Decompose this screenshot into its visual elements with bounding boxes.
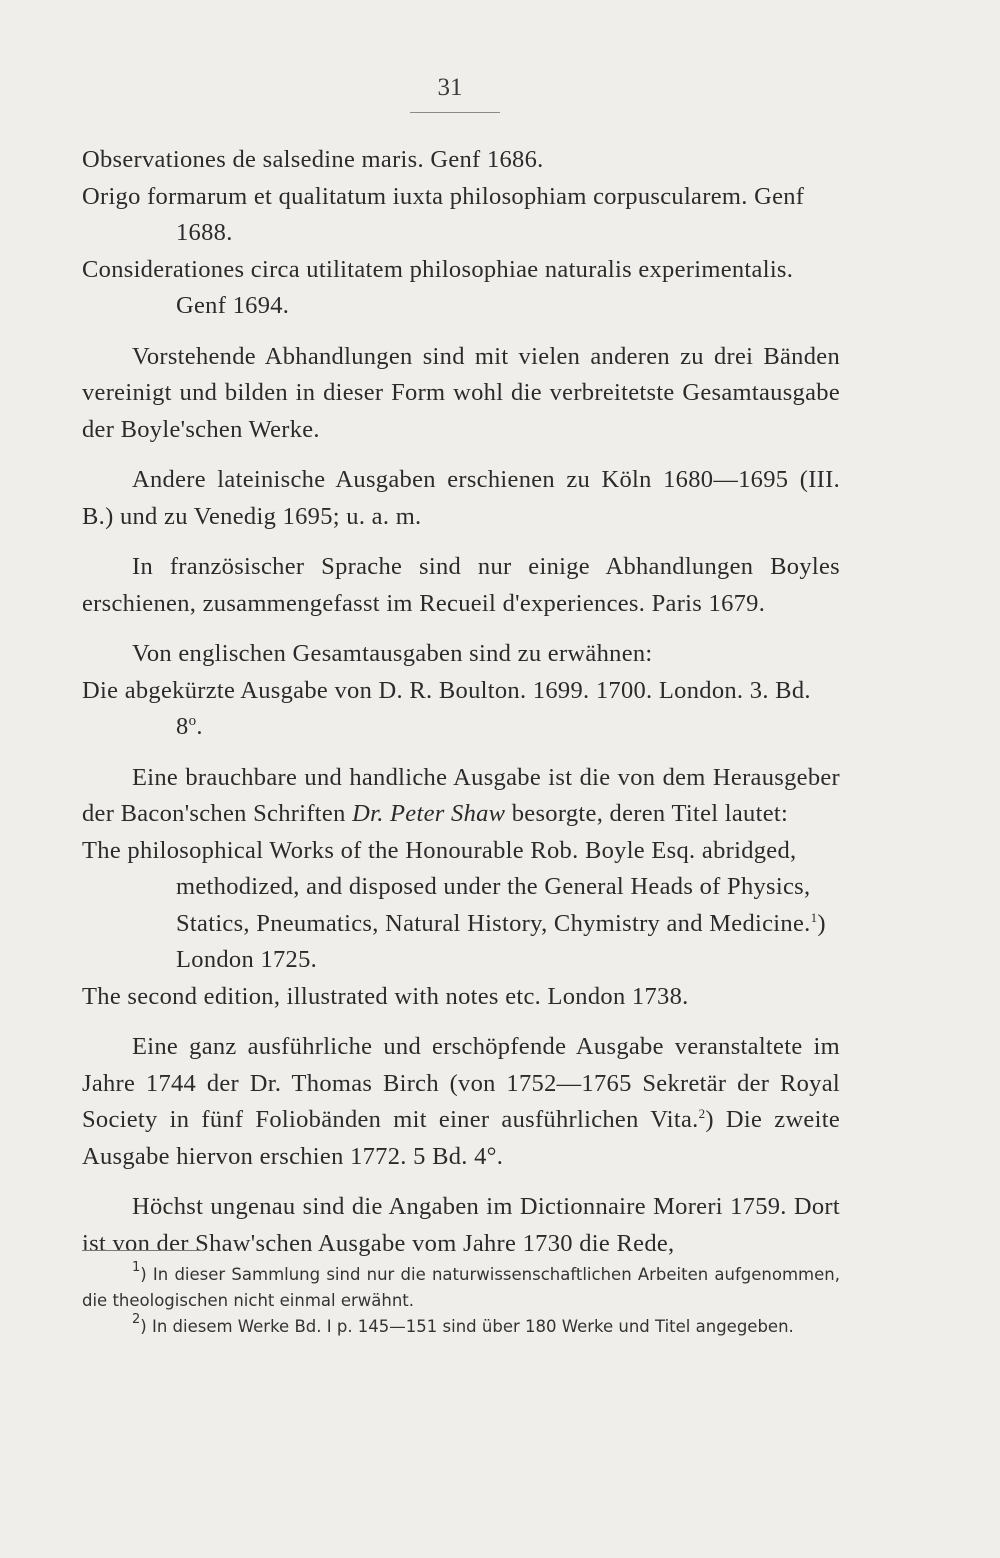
- entry-considerationes: Considerationes circa utilitatem philosophiae naturalis experimentalis. Genf 1694.: [82, 255, 794, 319]
- footnotes: [82, 1262, 840, 1340]
- footnote-1: $^1$) In dieser Sammlung sind nur die naturwissenschaftlichen Arbeiten aufgenommen, die theologischen nicht einmal erwähnt.: [82, 1260, 840, 1310]
- entry-shaw-title: The philosophical Works of the Honourable Rob. Boyle Esq. abridged, methodized, and disposed under the General Heads of Physics, Statics, Pneumatics, Natural History, Chymistry and Medicine.$^1$) London 1725.: [82, 836, 826, 973]
- paragraph-englische: Von englischen Gesamtausgaben sind zu erwähnen:: [132, 640, 653, 667]
- paragraph-franzoesisch: In französischer Sprache sind nur einige Abhandlungen Boyles erschienen, zusammengefasst im Recueil d'experiences. Paris 1679.: [82, 553, 840, 617]
- paragraph-birch: Eine ganz ausführliche und erschöpfende Ausgabe veranstaltete im Jahre 1744 der Dr. Thomas Birch (von 1752—1765 Sekretär der Royal Society in fünf Foliobänden mit einer ausführlichen Vita.$^2$) Die zweite Ausgabe hiervon erschien 1772. 5 Bd. 4°.: [82, 1033, 840, 1170]
- paragraph-lateinische: Andere lateinische Ausgaben erschienen zu Köln 1680—1695 (III. B.) und zu Venedig 1695; u. a. m.: [82, 466, 840, 530]
- entry-second-edition: The second edition, illustrated with notes etc. London 1738.: [82, 982, 689, 1010]
- footnote-ref-1: 1: [810, 909, 818, 925]
- footnote-ref-2: 2: [698, 1106, 706, 1121]
- paragraph-moreri: Höchst ungenau sind die Angaben im Dictionnaire Moreri 1759. Dort ist von der Shaw'schen Ausgabe vom Jahre 1730 die Rede,: [82, 1193, 840, 1257]
- paragraph-shaw: Eine brauchbare und handliche Ausgabe ist die von dem Herausgeber der Bacon'schen Schriften Dr. Peter Shaw besorgte, deren Titel lautet:: [82, 763, 840, 827]
- entry-boulton: Die abgekürzte Ausgabe von D. R. Boulton. 1699. 1700. London. 3. Bd. 8$^o$.: [82, 676, 811, 740]
- entry-origo: Origo formarum et qualitatum iuxta philosophiam corpuscularem. Genf 1688.: [82, 182, 805, 246]
- paragraph-vorstehende: Vorstehende Abhandlungen sind mit vielen anderen zu drei Bänden vereinigt und bilden in dieser Form wohl die verbreitetste Gesamtausgabe der Boyle'schen Werke.: [82, 342, 840, 443]
- page-number: 31: [437, 74, 463, 101]
- footnote-2: $^2$) In diesem Werke Bd. I p. 145—151 sind über 180 Werke und Titel angegeben.: [132, 1312, 794, 1336]
- footnote-rule: [82, 1250, 204, 1251]
- page-number-rule: [410, 112, 500, 113]
- editor-name: Dr. Peter Shaw: [352, 800, 506, 827]
- entry-observationes: Observationes de salsedine maris. Genf 1686.: [82, 146, 544, 173]
- main-text: [82, 142, 840, 1262]
